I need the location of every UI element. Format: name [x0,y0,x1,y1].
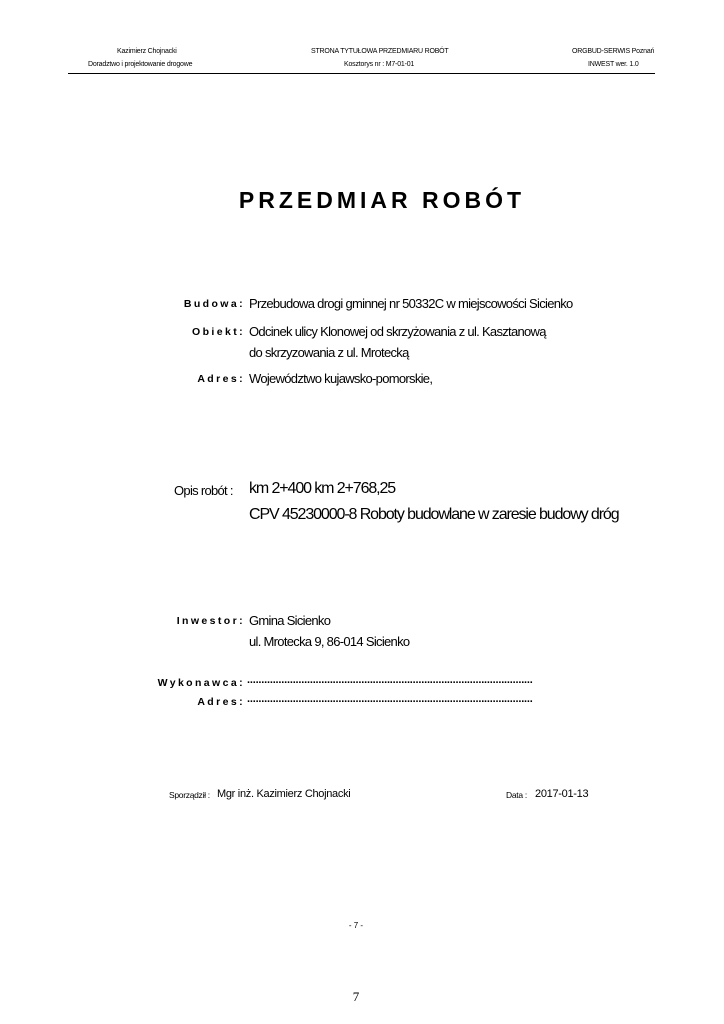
inwestor-label: Inwestor: [176,615,245,627]
obiekt-value-line2: do skrzyzowania z ul. Mrotecką [249,345,409,360]
header-divider [68,73,655,74]
document-title: PRZEDMIAR ROBÓT [238,187,526,213]
wykonawca-adres-label: Adres: [197,696,245,708]
sporzadzil-label: Sporządził : [169,790,210,800]
adres-label: Adres: [197,373,245,385]
data-label: Data : [506,790,527,800]
inwestor-line1: Gmina Sicienko [249,613,331,628]
sporzadzil-value: Mgr inż. Kazimierz Chojnacki [217,788,351,800]
budowa-value: Przebudowa drogi gminnej nr 50332C w miejscowości Sicienko [249,296,573,311]
obiekt-label: Obiekt: [192,326,245,338]
opis-line2: CPV 45230000-8 Roboty budowlane w zaresie budowy dróg [249,506,619,523]
page-number: 7 [352,989,360,1004]
header-center-line2: Kosztorys nr : M7-01-01 [344,61,415,68]
obiekt-value-line1: Odcinek ulicy Klonowej od skrzyżowania z ul. Kasztanową [249,324,546,339]
header-center-line1: STRONA TYTUŁOWA PRZEDMIARU ROBÓT [311,48,449,55]
wykonawca-label: Wykonawca: [157,677,245,689]
opis-line1: km 2+400 km 2+768,25 [249,480,396,497]
header-left-line2: Doradztwo i projektowanie drogowe [88,61,193,68]
inwestor-line2: ul. Mrotecka 9, 86-014 Sicienko [249,634,410,649]
data-value: 2017-01-13 [535,788,589,800]
budowa-label: Budowa: [183,298,245,310]
wykonawca-adres-value: .................................................................................................... [247,693,533,705]
header-left-line1: Kazimierz Chojnacki [117,48,177,55]
header-right-line2: INWEST wer. 1.0 [588,61,639,68]
opis-label: Opis robót : [174,483,233,498]
page-marker: - 7 - [348,921,364,930]
header-right-line1: ORGBUD-SERWIS Poznań [572,48,655,55]
wykonawca-value: .................................................................................................... [247,674,533,686]
adres-value: Województwo kujawsko-pomorskie, [249,371,433,386]
